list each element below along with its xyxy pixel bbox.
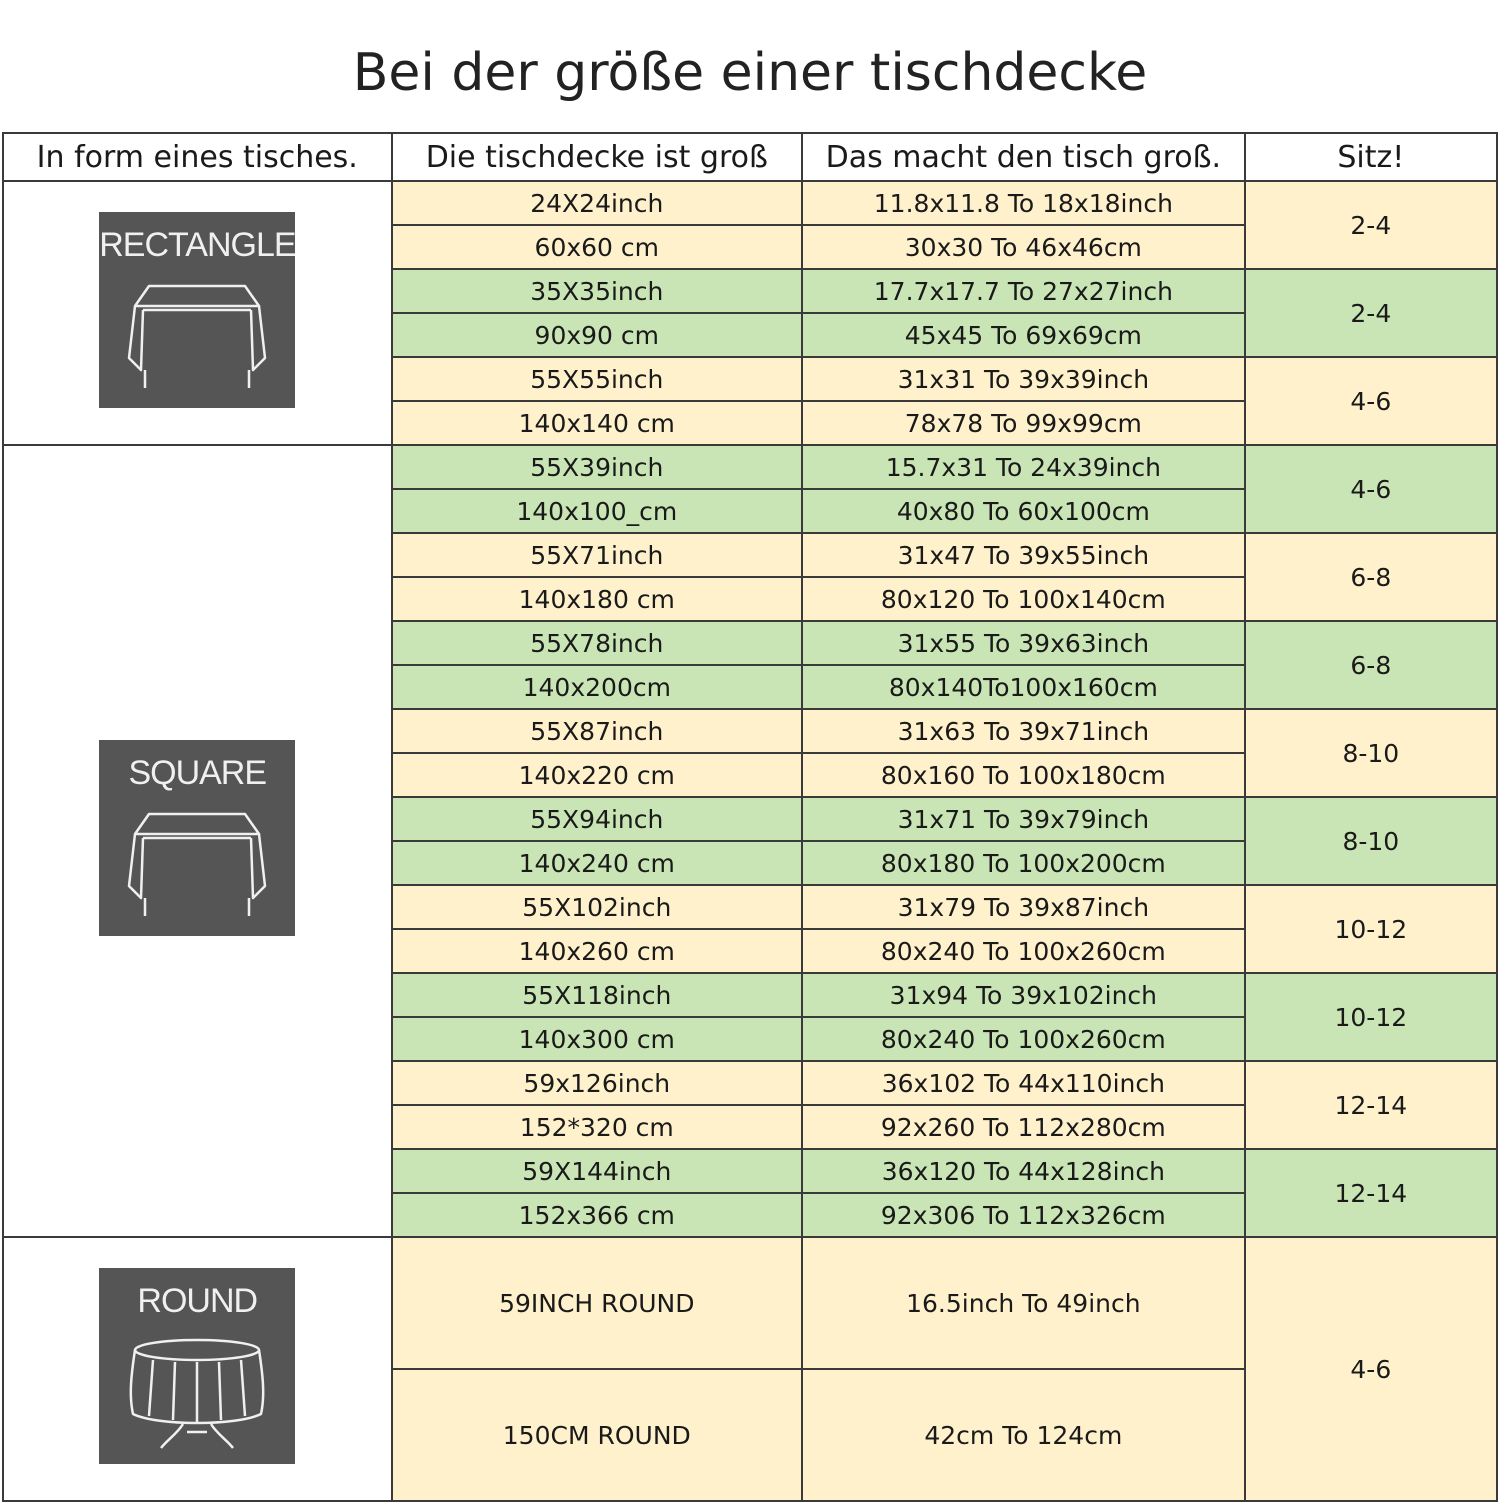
seats-cell: 8-10 — [1245, 709, 1497, 797]
rectangle-table-icon — [127, 808, 267, 920]
table-size-cell: 80x120 To 100x140cm — [802, 577, 1245, 621]
cloth-size-cell: 140x140 cm — [392, 401, 803, 445]
header-seats: Sitz! — [1245, 133, 1497, 181]
header-table-size: Das macht den tisch groß. — [802, 133, 1245, 181]
table-size-cell: 31x71 To 39x79inch — [802, 797, 1245, 841]
table-size-cell: 36x120 To 44x128inch — [802, 1149, 1245, 1193]
seats-cell: 4-6 — [1245, 1237, 1497, 1501]
shape-cell-square — [3, 445, 392, 1237]
seats-cell: 2-4 — [1245, 269, 1497, 357]
rectangle-table-icon — [127, 280, 267, 392]
seats-cell: 6-8 — [1245, 533, 1497, 621]
table-size-cell: 11.8x11.8 To 18x18inch — [802, 181, 1245, 225]
table-size-cell: 17.7x17.7 To 27x27inch — [802, 269, 1245, 313]
table-size-cell: 31x31 To 39x39inch — [802, 357, 1245, 401]
table-size-cell: 78x78 To 99x99cm — [802, 401, 1245, 445]
cloth-size-cell: 55X102inch — [392, 885, 803, 929]
seats-cell: 12-14 — [1245, 1061, 1497, 1149]
table-body — [3, 181, 1497, 1501]
table-row — [3, 445, 1497, 489]
round-shape-label: ROUND — [137, 1282, 258, 1320]
table-size-cell: 31x94 To 39x102inch — [802, 973, 1245, 1017]
seats-cell: 12-14 — [1245, 1149, 1497, 1237]
cloth-size-cell: 140x240 cm — [392, 841, 803, 885]
table-row — [3, 181, 1497, 225]
cloth-size-cell: 55X87inch — [392, 709, 803, 753]
table-row-round — [3, 1237, 1497, 1369]
cloth-size-cell: 152*320 cm — [392, 1105, 803, 1149]
cloth-size-cell: 140x180 cm — [392, 577, 803, 621]
table-size-cell: 45x45 To 69x69cm — [802, 313, 1245, 357]
cloth-size-cell: 35X35inch — [392, 269, 803, 313]
round-shape-badge — [99, 1268, 295, 1464]
cloth-size-cell: 55X39inch — [392, 445, 803, 489]
table-size-cell: 92x306 To 112x326cm — [802, 1193, 1245, 1237]
seats-cell: 4-6 — [1245, 445, 1497, 533]
rectangle-shape-badge — [99, 212, 295, 408]
cloth-size-cell: 140x260 cm — [392, 929, 803, 973]
cloth-size-cell: 55X55inch — [392, 357, 803, 401]
square-shape-label: SQUARE — [128, 754, 267, 792]
cloth-size-cell: 55X118inch — [392, 973, 803, 1017]
cloth-size-cell: 140x200cm — [392, 665, 803, 709]
cloth-size-cell: 55X78inch — [392, 621, 803, 665]
table-size-cell: 92x260 To 112x280cm — [802, 1105, 1245, 1149]
shape-cell-rectangle — [3, 181, 392, 445]
cloth-size-cell: 140x100_cm — [392, 489, 803, 533]
seats-cell: 6-8 — [1245, 621, 1497, 709]
table-size-cell: 80x160 To 100x180cm — [802, 753, 1245, 797]
cloth-size-cell: 24X24inch — [392, 181, 803, 225]
table-size-cell: 40x80 To 60x100cm — [802, 489, 1245, 533]
header-shape: In form eines tisches. — [3, 133, 392, 181]
table-size-cell: 80x140To100x160cm — [802, 665, 1245, 709]
rectangle-shape-label: RECTANGLE — [99, 226, 296, 264]
table-size-cell: 31x47 To 39x55inch — [802, 533, 1245, 577]
cloth-size-cell: 59x126inch — [392, 1061, 803, 1105]
header-row — [3, 133, 1497, 181]
seats-cell: 10-12 — [1245, 885, 1497, 973]
table-size-cell: 80x240 To 100x260cm — [802, 929, 1245, 973]
cloth-size-cell: 140x220 cm — [392, 753, 803, 797]
page-title: Bei der größe einer tischdecke — [352, 43, 1148, 103]
round-table-icon — [127, 1336, 267, 1460]
cloth-size-cell: 90x90 cm — [392, 313, 803, 357]
table-size-cell: 31x79 To 39x87inch — [802, 885, 1245, 929]
cloth-size-cell: 60x60 cm — [392, 225, 803, 269]
size-table — [2, 132, 1498, 1502]
cloth-size-cell: 59X144inch — [392, 1149, 803, 1193]
table-size-cell: 42cm To 124cm — [802, 1369, 1245, 1501]
seats-cell: 10-12 — [1245, 973, 1497, 1061]
table-size-cell: 80x240 To 100x260cm — [802, 1017, 1245, 1061]
table-size-cell: 15.7x31 To 24x39inch — [802, 445, 1245, 489]
table-size-cell: 80x180 To 100x200cm — [802, 841, 1245, 885]
header-cloth-size: Die tischdecke ist groß — [392, 133, 803, 181]
table-size-cell: 31x55 To 39x63inch — [802, 621, 1245, 665]
seats-cell: 2-4 — [1245, 181, 1497, 269]
seats-cell: 4-6 — [1245, 357, 1497, 445]
table-size-cell: 36x102 To 44x110inch — [802, 1061, 1245, 1105]
cloth-size-cell: 140x300 cm — [392, 1017, 803, 1061]
table-size-cell: 31x63 To 39x71inch — [802, 709, 1245, 753]
cloth-size-cell: 59INCH ROUND — [392, 1237, 803, 1369]
cloth-size-cell: 150CM ROUND — [392, 1369, 803, 1501]
shape-cell-round — [3, 1237, 392, 1501]
cloth-size-cell: 55X71inch — [392, 533, 803, 577]
cloth-size-cell: 55X94inch — [392, 797, 803, 841]
table-size-cell: 16.5inch To 49inch — [802, 1237, 1245, 1369]
square-shape-badge — [99, 740, 295, 936]
cloth-size-cell: 152x366 cm — [392, 1193, 803, 1237]
table-size-cell: 30x30 To 46x46cm — [802, 225, 1245, 269]
seats-cell: 8-10 — [1245, 797, 1497, 885]
